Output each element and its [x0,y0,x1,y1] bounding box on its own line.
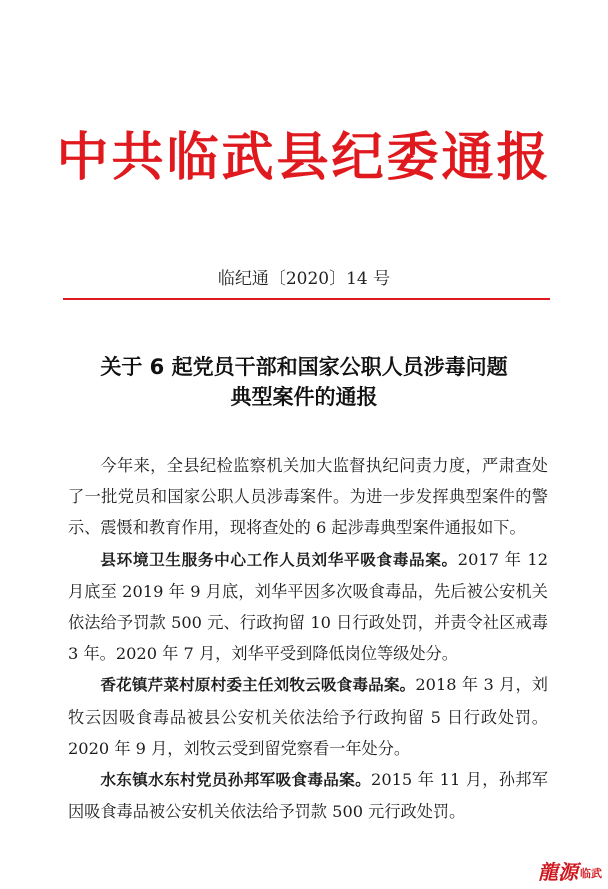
watermark-place: 临武 [580,867,602,880]
watermark-brand: 龍源 [538,860,578,884]
case-text-1: 2017 年 12 月底至 2019 年 9 月底，刘华平因多次吸食毒品，先后被公安机关依法给予罚款 500 元、行政拘留 10 日行政处罚，并责令社区戒毒 3 年。2020 年 7 月，刘华平受到降低岗位等级处分。 [68,549,548,664]
red-divider-line [63,298,550,300]
document-title [0,352,608,412]
case-text-3: 2015 年 11 月，孙邦军因吸食毒品被公安机关依法给予罚款 500 元行政处罚。 [68,770,548,822]
title-line-1: 关于 6 起党员干部和国家公职人员涉毒问题 [100,355,508,379]
document-body [68,450,548,827]
case-title-2: 香花镇芹菜村原村委主任刘牧云吸食毒品案。 [100,676,416,695]
intro-paragraph: 今年来，全县纪检监察机关加大监督执纪问责力度，严肃查处了一批党员和国家公职人员涉毒案件。为进一步发挥典型案件的警示、震慑和教育作用，现将查处的 6 起涉毒典型案件通报如下。 [68,456,548,538]
case-title-3: 水东镇水东村党员孙邦军吸食毒品案。 [100,771,372,790]
masthead-title: 中共临武县纪委通报 [56,128,552,188]
title-line-2: 典型案件的通报 [230,385,378,409]
document-number: 临纪通〔2020〕14 号 [217,269,391,289]
case-paragraph-3 [68,764,548,827]
case-title-1: 县环境卫生服务中心工作人员刘华平吸食毒品案。 [100,550,458,569]
case-paragraph-1 [68,544,548,670]
case-paragraph-2 [68,669,548,764]
case-text-2: 2018 年 3 月，刘牧云因吸食毒品被县公安机关依法给予行政拘留 5 日行政处罚。2020 年 9 月，刘牧云受到留党察看一年处分。 [68,675,548,758]
source-watermark-logo [538,859,602,883]
